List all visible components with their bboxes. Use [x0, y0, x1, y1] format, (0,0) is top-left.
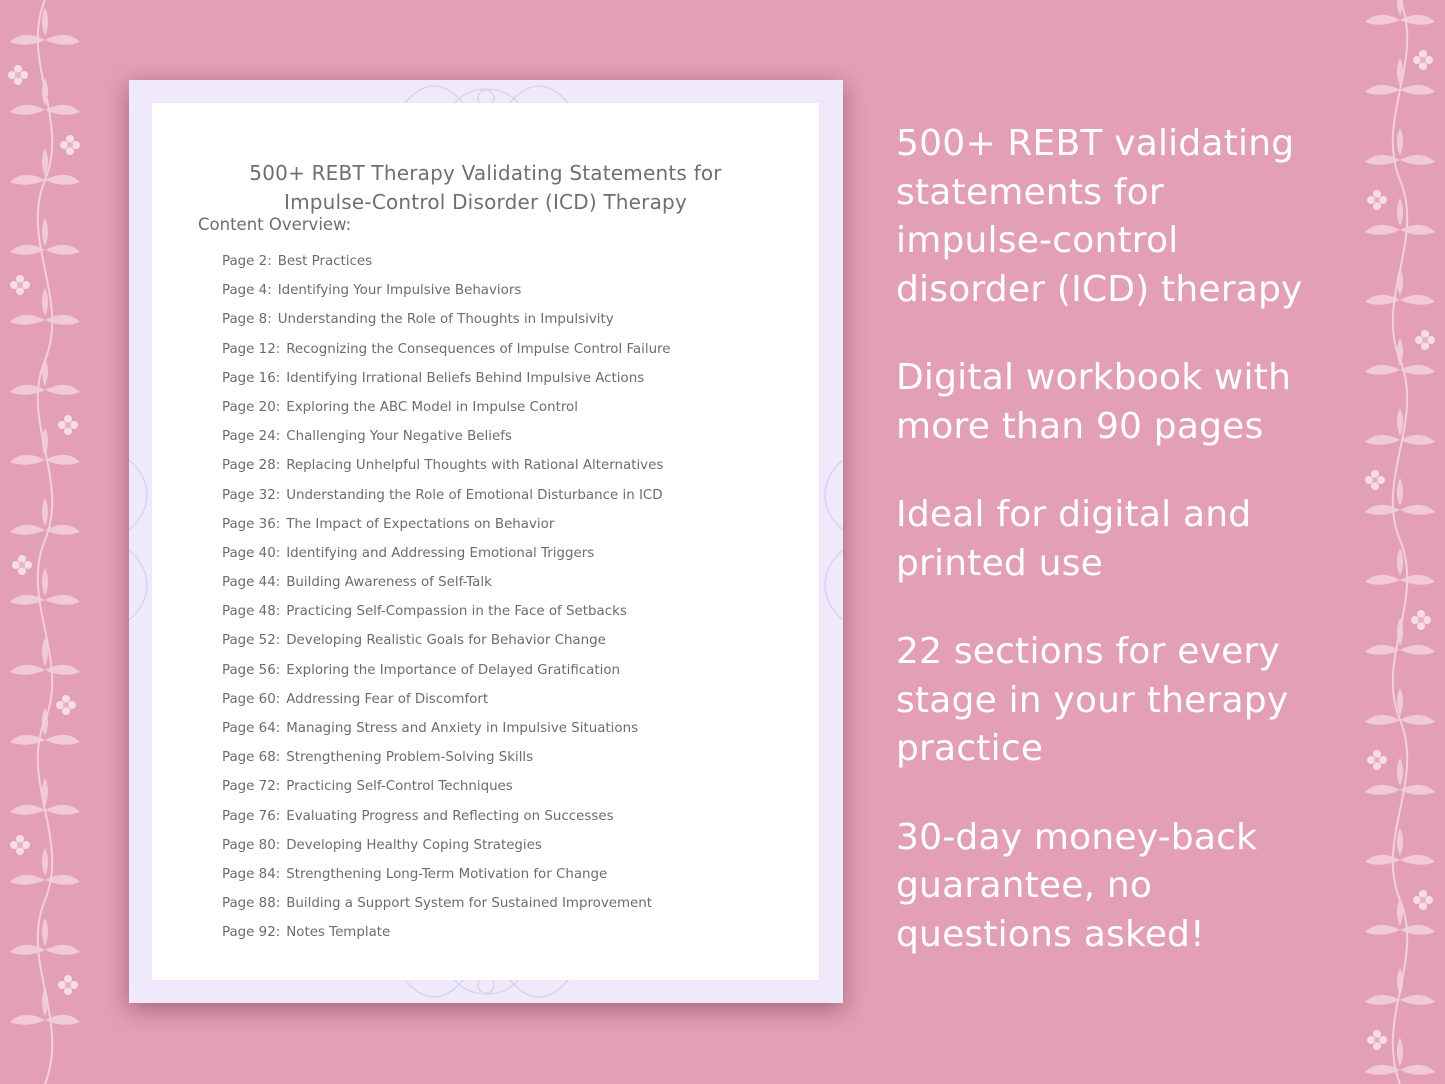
toc-section-title: Understanding the Role of Emotional Disturbance in ICD [286, 487, 663, 503]
document-title [152, 159, 819, 217]
toc-section-title: Identifying Your Impulsive Behaviors [277, 283, 522, 299]
toc-page-number: Page 76: [222, 808, 281, 824]
toc-entry [222, 575, 671, 604]
toc-section-title: Challenging Your Negative Beliefs [286, 429, 512, 445]
toc-page-number: Page 44: [222, 575, 281, 591]
mandala-ornament-right [819, 450, 843, 630]
toc-entry [222, 312, 671, 341]
toc-page-number: Page 16: [222, 370, 281, 386]
toc-section-title: Developing Realistic Goals for Behavior Change [286, 633, 606, 649]
toc-entry [222, 546, 671, 575]
toc-page-number: Page 40: [222, 545, 281, 561]
mandala-ornament-top [384, 80, 589, 104]
toc-page-number: Page 8: [222, 312, 272, 328]
toc-section-title: Exploring the Importance of Delayed Gratification [286, 662, 620, 678]
toc-entry [222, 458, 671, 487]
table-of-contents [222, 254, 671, 955]
toc-entry [222, 400, 671, 429]
toc-page-number: Page 24: [222, 429, 281, 445]
toc-entry [222, 750, 671, 779]
toc-entry [222, 663, 671, 692]
document-page [152, 103, 819, 980]
toc-section-title: Replacing Unhelpful Thoughts with Rational Alternatives [286, 458, 664, 474]
toc-section-title: Practicing Self-Control Techniques [286, 779, 513, 795]
toc-page-number: Page 48: [222, 604, 281, 620]
toc-section-title: Practicing Self-Compassion in the Face of Setbacks [286, 604, 627, 620]
toc-entry [222, 779, 671, 808]
toc-page-number: Page 88: [222, 896, 281, 912]
toc-section-title: Notes Template [286, 925, 391, 941]
toc-entry [222, 604, 671, 633]
toc-entry [222, 896, 671, 925]
toc-entry [222, 692, 671, 721]
toc-entry [222, 488, 671, 517]
mandala-ornament-bottom [384, 979, 589, 1003]
content-overview-heading: Content Overview: [198, 215, 352, 234]
toc-page-number: Page 32: [222, 487, 281, 503]
feature-item: Ideal for digital and printed use [896, 494, 1252, 584]
toc-section-title: Managing Stress and Anxiety in Impulsive Situations [286, 721, 639, 736]
toc-section-title: Recognizing the Consequences of Impulse Control Failure [286, 341, 671, 357]
toc-entry [222, 633, 671, 662]
toc-section-title: Evaluating Progress and Reflecting on Successes [286, 808, 614, 824]
toc-entry [222, 283, 671, 312]
toc-page-number: Page 4: [222, 283, 272, 299]
toc-section-title: The Impact of Expectations on Behavior [286, 516, 555, 532]
toc-entry [222, 254, 671, 283]
toc-page-number: Page 52: [222, 633, 281, 649]
toc-page-number: Page 60: [222, 691, 281, 707]
mandala-ornament-left [129, 450, 153, 630]
toc-entry [222, 371, 671, 400]
toc-section-title: Best Practices [277, 254, 373, 269]
toc-entry [222, 925, 671, 954]
toc-section-title: Developing Healthy Coping Strategies [286, 837, 542, 853]
toc-entry [222, 809, 671, 838]
toc-section-title: Identifying and Addressing Emotional Triggers [286, 545, 595, 561]
toc-page-number: Page 36: [222, 516, 281, 532]
toc-entry [222, 721, 671, 750]
feature-item: 22 sections for every stage in your therapy practice [896, 631, 1289, 769]
toc-page-number: Page 80: [222, 837, 281, 853]
toc-section-title: Strengthening Long-Term Motivation for Change [286, 866, 608, 882]
floral-vine-left [0, 0, 90, 1084]
toc-entry [222, 867, 671, 896]
feature-item: 30-day money-back guarantee, no questions asked! [896, 816, 1258, 955]
feature-list [896, 120, 1326, 999]
toc-section-title: Understanding the Role of Thoughts in Impulsivity [277, 312, 614, 328]
toc-entry [222, 838, 671, 867]
document-title-line-2: Impulse-Control Disorder (ICD) Therapy [283, 190, 687, 214]
toc-section-title: Building Awareness of Self-Talk [286, 575, 492, 591]
floral-vine-right [1355, 0, 1445, 1084]
toc-page-number: Page 68: [222, 750, 281, 766]
toc-entry [222, 517, 671, 546]
toc-entry [222, 342, 671, 371]
toc-entry [222, 429, 671, 458]
toc-page-number: Page 2: [222, 254, 272, 269]
toc-page-number: Page 92: [222, 925, 281, 941]
toc-section-title: Exploring the ABC Model in Impulse Control [286, 399, 578, 415]
feature-item: Digital workbook with more than 90 pages [896, 357, 1292, 447]
toc-page-number: Page 12: [222, 341, 281, 357]
toc-section-title: Building a Support System for Sustained Improvement [286, 896, 653, 912]
toc-section-title: Addressing Fear of Discomfort [286, 691, 489, 707]
toc-page-number: Page 64: [222, 721, 281, 736]
toc-page-number: Page 84: [222, 866, 281, 882]
toc-section-title: Identifying Irrational Beliefs Behind Impulsive Actions [286, 370, 645, 386]
toc-page-number: Page 28: [222, 458, 281, 474]
feature-item: 500+ REBT validating statements for impulse-control disorder (ICD) therapy [896, 123, 1303, 310]
toc-page-number: Page 20: [222, 399, 281, 415]
document-preview [129, 80, 843, 1003]
toc-page-number: Page 72: [222, 779, 281, 795]
toc-page-number: Page 56: [222, 662, 281, 678]
document-title-line-1: 500+ REBT Therapy Validating Statements for [249, 161, 722, 185]
toc-section-title: Strengthening Problem-Solving Skills [286, 750, 534, 766]
